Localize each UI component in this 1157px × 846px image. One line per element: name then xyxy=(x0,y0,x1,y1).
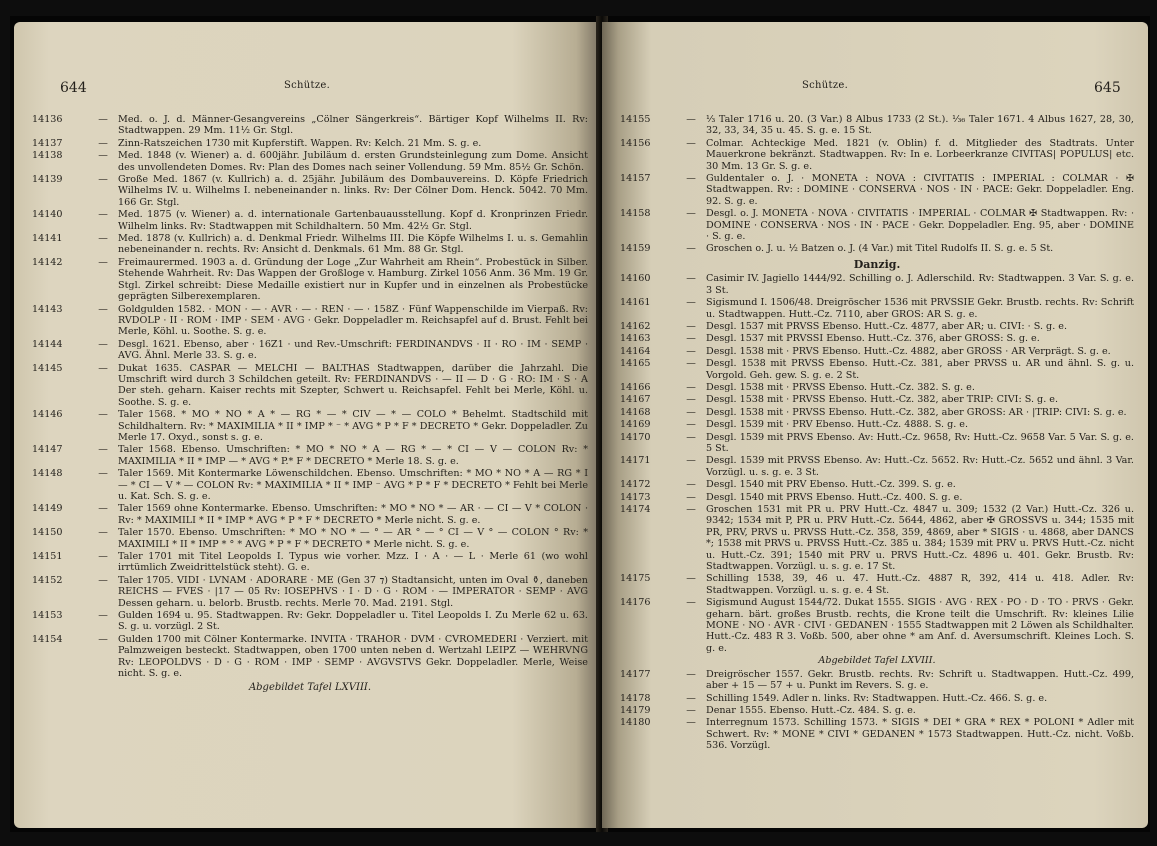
entry-dash: — xyxy=(98,256,108,268)
lot-description: Goldgulden 1582. · MON · — · AVR · — · REN · — · 158Z · Fünf Wappenschilde im Vierpaß. Rv: RVDOLP · II · ROM · IMP · SEM · AVG · Gekr. Doppeladler m. Reichsapfel auf d. Brust. Fehlt bei Merle, Köhl. u. Soothe. S. g. e. xyxy=(118,303,588,338)
entry-dash: — xyxy=(686,208,696,220)
catalog-entry xyxy=(32,233,588,256)
catalog-entry xyxy=(32,634,588,680)
catalog-entry xyxy=(620,208,1134,242)
catalog-entry xyxy=(620,693,1134,704)
lot-number: 14158 xyxy=(620,208,651,220)
entry-dash: — xyxy=(98,114,108,125)
entry-dash: — xyxy=(98,362,108,374)
catalog-entry xyxy=(32,409,588,443)
catalog-entry xyxy=(620,419,1134,430)
entry-dash: — xyxy=(98,137,108,149)
lot-number: 14153 xyxy=(32,610,63,622)
lot-number: 14160 xyxy=(620,273,651,285)
entry-dash: — xyxy=(686,419,696,431)
page-number-left: 644 xyxy=(60,80,87,96)
catalog-entry xyxy=(32,339,588,362)
entry-dash: — xyxy=(686,381,696,393)
catalog-entry xyxy=(620,573,1134,596)
lot-description: Desgl. 1537 mit PRVSS Ebenso. Hutt.-Cz. 4877, aber AR; u. CIVI: · S. g. e. xyxy=(706,320,1068,332)
entry-dash: — xyxy=(686,273,696,285)
running-head-right: Schütze. xyxy=(802,80,849,91)
page-number-right: 645 xyxy=(1094,80,1121,96)
entry-dash: — xyxy=(98,551,108,563)
lot-number: 14145 xyxy=(32,362,63,374)
lot-number: 14175 xyxy=(620,573,651,585)
entry-dash: — xyxy=(686,137,696,149)
lot-description: Desgl. 1538 mit · PRVSS Ebenso. Hutt.-Cz. 382, aber TRIP: CIVI: S. g. e. xyxy=(706,394,1059,406)
lot-number: 14159 xyxy=(620,243,651,255)
lot-description: Denar 1555. Ebenso. Hutt.-Cz. 484. S. g. e. xyxy=(706,704,916,716)
lot-number: 14136 xyxy=(32,114,63,125)
lot-description: Taler 1705. VIDI · LVNAM · ADORARE · ME (Gen 37 ⁊) Stadtansicht, unten im Oval ⚱, daneben REICHS — FVES · |17 — 05 Rv: IOSEPHVS · I · D · G · ROM · — IMPERATOR · SEMP · AVG Dessen geharn. u. belorb. Brustb. rechts. Merle 70. Mad. 2191. Stgl. xyxy=(118,574,588,609)
entry-dash: — xyxy=(98,303,108,315)
entry-dash: — xyxy=(98,174,108,186)
lot-description: Med. 1848 (v. Wiener) a. d. 600jähr. Jubiläum d. ersten Grundsteinlegung zum Dome. Ansicht des unvollendeten Domes. Rv: Plan des Domes nach seiner Vollendung. 59 Mm. 85½ Gr. Schön. xyxy=(118,150,588,173)
entry-dash: — xyxy=(686,320,696,332)
catalog-entry xyxy=(32,503,588,526)
lot-description: Taler 1570. Ebenso. Umschriften: * MO * NO * — ° — AR ° — ° CI — V ° — COLON ° Rv: * MAXIMILI * II * IMP * ° * AVG * P * F * DECRETO * Merle nicht. S. g. e. xyxy=(118,527,588,550)
lot-description: Desgl. 1539 mit · PRV Ebenso. Hutt.-Cz. 4888. S. g. e. xyxy=(706,419,969,431)
lot-description: Freimaurermed. 1903 a. d. Gründung der Loge „Zur Wahrheit am Rhein“. Probestück in Silber. Stehende Wahrheit. Rv: Das Wappen der Großloge v. Hamburg. Zirkel 1056 Anm. 36 Mm. 19 Gr. Stgl. Zirkel schreibt: Diese Medaille existiert nur in Kupfer und in einzelnen als Probestücke geprägten Silberexemplaren. xyxy=(118,256,588,303)
entry-dash: — xyxy=(686,173,696,185)
lot-description: Dreigröscher 1557. Gekr. Brustb. rechts. Rv: Schrift u. Stadtwappen. Hutt.-Cz. 499, aber + 15 — 57 + u. Punkt im Revers. S. g. e. xyxy=(706,668,1134,692)
entry-dash: — xyxy=(686,717,696,729)
catalog-entry xyxy=(620,346,1134,357)
lot-description: Med. o. J. d. Männer-Gesangvereins „Cölner Sängerkreis“. Bärtiger Kopf Wilhelms II. Rv: Stadtwappen. 29 Mm. 11½ Gr. Stgl. xyxy=(118,114,588,137)
lot-number: 14178 xyxy=(620,692,651,704)
catalog-entry xyxy=(32,209,588,232)
entry-dash: — xyxy=(686,431,696,443)
right-page xyxy=(602,22,1148,828)
lot-number: 14169 xyxy=(620,419,651,431)
entry-dash: — xyxy=(686,406,696,418)
lot-number: 14179 xyxy=(620,704,651,716)
section-heading: Danzig. xyxy=(853,257,901,271)
lot-number: 14151 xyxy=(32,551,63,563)
lot-number: 14138 xyxy=(32,150,63,162)
lot-description: Desgl. 1539 mit PRVS Ebenso. Av: Hutt.-Cz. 9658, Rv: Hutt.-Cz. 9658 Var. 5 Var. S. g. e. 5 St. xyxy=(706,431,1134,454)
catalog-entry xyxy=(620,114,1134,137)
lot-description: Taler 1568. Ebenso. Umschriften: * MO * NO * A — RG * — * CI — V — COLON Rv: * MAXIMILIA * II * IMP — * AVG * P.* F * DECRETO * Merle 18. S. g. e. xyxy=(118,444,588,467)
entry-dash: — xyxy=(98,468,108,480)
catalog-entry xyxy=(620,358,1134,381)
lot-description: Desgl. 1540 mit PRVS Ebenso. Hutt.-Cz. 400. S. g. e. xyxy=(706,491,963,503)
catalog-entry xyxy=(620,717,1134,751)
entry-dash: — xyxy=(686,504,696,515)
entry-dash: — xyxy=(686,491,696,503)
lot-number: 14173 xyxy=(620,491,651,503)
lot-description: Desgl. 1621. Ebenso, aber · 16Z1 · und Rev.-Umschrift: FERDINANDVS · II · RO · IM · SEMP · AVG. Ähnl. Merle 33. S. g. e. xyxy=(118,338,588,362)
right-entry-list xyxy=(620,114,1134,753)
lot-number: 14174 xyxy=(620,504,651,515)
left-page xyxy=(14,22,600,828)
lot-number: 14154 xyxy=(32,633,63,645)
catalog-entry xyxy=(32,138,588,149)
lot-description: Desgl. 1537 mit PRVSSI Ebenso. Hutt.-Cz. 376, aber GROSS: S. g. e. xyxy=(706,333,1040,345)
entry-dash: — xyxy=(686,692,696,704)
catalog-entry xyxy=(32,114,588,137)
lot-number: 14146 xyxy=(32,409,63,421)
lot-description: Taler 1568. * MO * NO * A * — RG * — * CIV — * — COLO * Behelmt. Stadtschild mit Schildhaltern. Rv: * MAXIMILIA * II * IMP * ⁻ * AVG * P * F * DECRETO * Gekr. Doppeladler. Zu Merle 17. Oxyd., sonst s. g. e. xyxy=(118,409,588,443)
lot-number: 14170 xyxy=(620,431,651,443)
lot-description: Groschen 1531 mit PR u. PRV Hutt.-Cz. 4847 u. 309; 1532 (2 Var.) Hutt.-Cz. 326 u. 9342; 1534 mit P, PR u. PRV Hutt.-Cz. 5644, 4862, aber ✠ GROSSVS u. 344; 1535 mit PR, PRV, PRVS u. PRVSS Hutt.-Cz. 358, 359, 4869, aber * SIGIS · u. 4868, aber DANCS *; 1538 mit PRVS u. PRVSS Hutt.-Cz. 385 u. 384; 1539 mit PRV u. PRVS Hutt.-Cz. nicht u. Hutt.-Cz. 391; 1540 mit PRV u. PRVS Hutt.-Cz. 4896 u. 401. Gekr. Brustb. Rv: Stadtwappen. Vorzügl. u. s. g. e. 17 St. xyxy=(706,504,1134,573)
catalog-entry xyxy=(32,174,588,208)
lot-description: Colmar. Achteckige Med. 1821 (v. Oblin) f. d. Mitglieder des Stadtrats. Unter Mauerkrone bekränzt. Stadtwappen. Rv: In e. Lorbeerkranze CIVITAS| POPULUS| etc. 30 Mm. 13 Gr. S. g. e. xyxy=(706,137,1134,172)
lot-number: 14172 xyxy=(620,479,651,491)
catalog-entry xyxy=(32,575,588,609)
catalog-entry xyxy=(620,138,1134,172)
lot-description: Gulden 1700 mit Cölner Kontermarke. INVITA · TRAHOR · DVM · CVROMEDERI · Verziert. mit Palmzweigen besteckt. Stadtwappen, oben 1700 unten neben d. Wertzahl LEIPZ — WEHRVNG Rv: LEOPOLDVS · D · G · ROM · IMP · SEMP · AVGVSTVS Gekr. Doppeladler. Merle, Weise nicht. S. g. e. xyxy=(118,633,588,680)
catalog-entry xyxy=(32,257,588,303)
catalog-entry xyxy=(32,150,588,173)
lot-description: Dukat 1635. CASPAR — MELCHI — BALTHAS Stadtwappen, darüber die Jahrzahl. Die Umschrift wird durch 3 Schildchen geteilt. Rv: FERDINANDVS · — II — D · G · RO: IM · S · A Der steh. geharn. Kaiser rechts mit Szepter, Schwert u. Reichsapfel. Fehlt bei Merle, Köhl. u. Soothe. S. g. e. xyxy=(118,362,588,408)
lot-number: 14176 xyxy=(620,597,651,609)
lot-description: Taler 1569. Mit Kontermarke Löwenschildchen. Ebenso. Umschriften: * MO * NO * A — RG * I — * CI — V * — COLON Rv: * MAXIMILIA * II * IMP ⁻ AVG * P * F * DECRETO * Fehlt bei Merle u. Kat. Sch. S. g. e. xyxy=(118,468,588,502)
lot-description: Guldentaler o. J. · MONETA : NOVA : CIVITATIS : IMPERIAL : COLMAR · ✠ Stadtwappen. Rv: : DOMINE · CONSERVA · NOS · IN · PACE: Gekr. Doppeladler. Eng. 92. S. g. e. xyxy=(706,173,1134,207)
catalog-entry xyxy=(620,504,1134,572)
catalog-entry xyxy=(32,444,588,467)
entry-dash: — xyxy=(98,527,108,539)
lot-description: Taler 1701 mit Titel Leopolds I. Typus wie vorher. Mzz. I · A · — L · Merle 61 (wo wohl irrtümlich Zweidrittelstück steht). G. e. xyxy=(118,551,588,574)
lot-description: Zinn-Ratszeichen 1730 mit Kupferstift. Wappen. Rv: Kelch. 21 Mm. S. g. e. xyxy=(118,137,482,149)
lot-description: Desgl. 1540 mit PRV Ebenso. Hutt.-Cz. 399. S. g. e. xyxy=(706,479,956,491)
lot-number: 14141 xyxy=(32,233,63,245)
lot-number: 14166 xyxy=(620,381,651,393)
catalog-entry xyxy=(620,492,1134,503)
lot-description: Desgl. 1539 mit PRVSS Ebenso. Av: Hutt.-Cz. 5652. Rv: Hutt.-Cz. 5652 und ähnl. 3 Var. Vorzügl. u. s. g. e. 3 St. xyxy=(706,455,1134,478)
lot-number: 14162 xyxy=(620,320,651,332)
lot-description: Groschen o. J. u. ½ Batzen o. J. (4 Var.) mit Titel Rudolfs II. S. g. e. 5 St. xyxy=(706,243,1054,255)
entry-dash: — xyxy=(98,409,108,421)
entry-dash: — xyxy=(686,573,696,585)
lot-description: Große Med. 1867 (v. Kullrich) a. d. 25jähr. Jubiläum des Dombauvereins. D. Köpfe Friedrich Wilhelms IV. u. Wilhelms I. nebeneinander n. links. Rv: Der Cölner Dom. Henck. 5042. 70 Mm. 166 Gr. Stgl. xyxy=(118,174,588,208)
catalog-entry xyxy=(620,479,1134,490)
open-book xyxy=(10,16,1150,832)
catalog-entry xyxy=(620,669,1134,692)
entry-dash: — xyxy=(686,597,696,609)
plate-reference: Abgebildet Tafel LXVIII. xyxy=(248,681,372,693)
lot-number: 14150 xyxy=(32,527,63,539)
left-entry-list xyxy=(32,114,588,693)
catalog-entry xyxy=(32,304,588,338)
lot-number: 14140 xyxy=(32,209,63,221)
lot-description: Desgl. 1538 mit · PRVS Ebenso. Hutt.-Cz. 4882, aber GROSS · AR Verprägt. S. g. e. xyxy=(706,345,1111,357)
catalog-entry xyxy=(620,297,1134,320)
lot-description: ⅓ Taler 1716 u. 20. (3 Var.) 8 Albus 1733 (2 St.). ⅓₆ Taler 1671. 4 Albus 1627, 28, 30, 32, 33, 34, 35 u. 45. S. g. e. 15 St. xyxy=(706,114,1134,137)
entry-dash: — xyxy=(686,668,696,680)
lot-number: 14161 xyxy=(620,297,651,309)
lot-number: 14180 xyxy=(620,717,651,729)
entry-dash: — xyxy=(98,610,108,622)
catalog-entry xyxy=(620,407,1134,418)
catalog-entry xyxy=(620,333,1134,344)
lot-number: 14156 xyxy=(620,137,651,149)
entry-dash: — xyxy=(98,209,108,221)
lot-description: Desgl. 1538 mit · PRVSS Ebenso. Hutt.-Cz. 382. S. g. e. xyxy=(706,381,975,393)
running-head-left: Schütze. xyxy=(284,80,331,91)
lot-number: 14155 xyxy=(620,114,651,125)
lot-description: Casimir IV. Jagiello 1444/92. Schilling o. J. Adlerschild. Rv: Stadtwappen. 3 Var. S. g. e. 3 St. xyxy=(706,273,1134,296)
catalog-entry xyxy=(620,173,1134,207)
lot-number: 14168 xyxy=(620,406,651,418)
lot-description: Desgl. 1538 mit · PRVSS Ebenso. Hutt.-Cz. 382, aber GROSS: AR · |TRIP: CIVI: S. g. e. xyxy=(706,406,1127,418)
plate-reference: Abgebildet Tafel LXVIII. xyxy=(818,655,936,667)
catalog-entry xyxy=(32,610,588,633)
entry-dash: — xyxy=(686,455,696,467)
catalog-entry xyxy=(620,597,1134,654)
lot-description: Taler 1569 ohne Kontermarke. Ebenso. Umschriften: * MO * NO * — AR · — CI — V * COLON · Rv: * MAXIMILI * II * IMP * AVG * P * F * DECRETO * Merle nicht. S. g. e. xyxy=(118,503,588,526)
lot-number: 14139 xyxy=(32,174,63,186)
lot-number: 14171 xyxy=(620,455,651,467)
lot-number: 14167 xyxy=(620,394,651,406)
lot-number: 14157 xyxy=(620,173,651,185)
lot-number: 14142 xyxy=(32,256,63,268)
lot-description: Sigismund August 1544/72. Dukat 1555. SIGIS · AVG · REX · PO · D · TO · PRVS · Gekr. geharn. bärt. großes Brustb. rechts, die Krone teilt die Umschrift. Rv: kleines Lilie MONE · NO · AVR · CIVI · GEDANEN · 1555 Stadtwappen mit 2 Löwen als Schildhalter. Hutt.-Cz. 483 R 3. Voßb. 500, aber ohne * am Anf. d. Aversumschrift. Kleines Loch. S. g. e. xyxy=(706,597,1134,654)
catalog-entry xyxy=(620,243,1134,254)
lot-description: Desgl. o. J. MONETA · NOVA · CIVITATIS · IMPERIAL · COLMAR ✠ Stadtwappen. Rv: · DOMINE · CONSERVA · NOS · IN · PACE · Gekr. Doppeladler. Eng. 95, aber · DOMINE · S. g. e. xyxy=(706,208,1134,243)
entry-dash: — xyxy=(98,444,108,456)
entry-dash: — xyxy=(686,394,696,406)
lot-number: 14148 xyxy=(32,468,63,480)
entry-dash: — xyxy=(686,297,696,309)
catalog-entry xyxy=(32,468,588,502)
lot-number: 14144 xyxy=(32,338,63,350)
entry-dash: — xyxy=(686,358,696,370)
catalog-entry xyxy=(620,382,1134,393)
entry-dash: — xyxy=(98,574,108,586)
lot-number: 14164 xyxy=(620,345,651,357)
lot-description: Desgl. 1538 mit PRVSS Ebenso. Hutt.-Cz. 381, aber PRVSS u. AR und ähnl. S. g. u. Vorgold. Geh. gew. S. g. e. 2 St. xyxy=(706,358,1134,381)
entry-dash: — xyxy=(686,345,696,357)
lot-number: 14163 xyxy=(620,333,651,345)
catalog-entry xyxy=(620,321,1134,332)
lot-number: 14147 xyxy=(32,444,63,456)
entry-dash: — xyxy=(686,243,696,255)
lot-description: Interregnum 1573. Schilling 1573. * SIGIS * DEI * GRA * REX * POLONI * Adler mit Schwert. Rv: * MONE * CIVI * GEDANEN * 1573 Stadtwappen. Hutt.-Cz. nicht. Voßb. 536. Vorzügl. xyxy=(706,717,1134,752)
lot-number: 14137 xyxy=(32,137,63,149)
lot-number: 14149 xyxy=(32,503,63,515)
lot-description: Schilling 1538, 39, 46 u. 47. Hutt.-Cz. 4887 R, 392, 414 u. 418. Adler. Rv: Stadtwappen. Vorzügl. u. s. g. e. 4 St. xyxy=(706,573,1134,596)
lot-number: 14143 xyxy=(32,303,63,315)
entry-dash: — xyxy=(98,233,108,245)
entry-dash: — xyxy=(98,633,108,645)
entry-dash: — xyxy=(686,479,696,491)
catalog-entry xyxy=(32,551,588,574)
lot-number: 14165 xyxy=(620,358,651,370)
lot-description: Med. 1878 (v. Kullrich) a. d. Denkmal Friedr. Wilhelms III. Die Köpfe Wilhelms I. u. s. Gemahlin nebeneinander n. rechts. Rv: Ansicht d. Denkmals. 61 Mm. 88 Gr. Stgl. xyxy=(118,233,588,256)
lot-number: 14177 xyxy=(620,668,651,680)
entry-dash: — xyxy=(98,338,108,350)
entry-dash: — xyxy=(686,704,696,716)
catalog-entry xyxy=(620,273,1134,296)
lot-description: Schilling 1549. Adler n. links. Rv: Stadtwappen. Hutt.-Cz. 466. S. g. e. xyxy=(706,692,1048,704)
lot-description: Sigismund I. 1506/48. Dreigröscher 1536 mit PRVSSIE Gekr. Brustb. rechts. Rv: Schrift u. Stadtwappen. Hutt.-Cz. 7110, aber GROS: AR S. g. e. xyxy=(706,297,1134,320)
catalog-entry xyxy=(620,394,1134,405)
catalog-entry xyxy=(620,705,1134,716)
entry-dash: — xyxy=(98,503,108,515)
catalog-entry xyxy=(32,527,588,550)
entry-dash: — xyxy=(686,333,696,345)
catalog-entry xyxy=(620,455,1134,478)
catalog-entry xyxy=(32,363,588,409)
entry-dash: — xyxy=(98,150,108,162)
lot-description: Gulden 1694 u. 95. Stadtwappen. Rv: Gekr. Doppeladler u. Titel Leopolds I. Zu Merle 62 u. 63. S. g. u. vorzügl. 2 St. xyxy=(118,610,588,633)
entry-dash: — xyxy=(686,114,696,125)
catalog-entry xyxy=(620,432,1134,455)
lot-description: Med. 1875 (v. Wiener) a. d. internationale Gartenbauausstellung. Kopf d. Kronprinzen Friedr. Wilhelm links. Rv: Stadtwappen mit Schildhaltern. 50 Mm. 42½ Gr. Stgl. xyxy=(118,209,588,232)
lot-number: 14152 xyxy=(32,574,63,586)
